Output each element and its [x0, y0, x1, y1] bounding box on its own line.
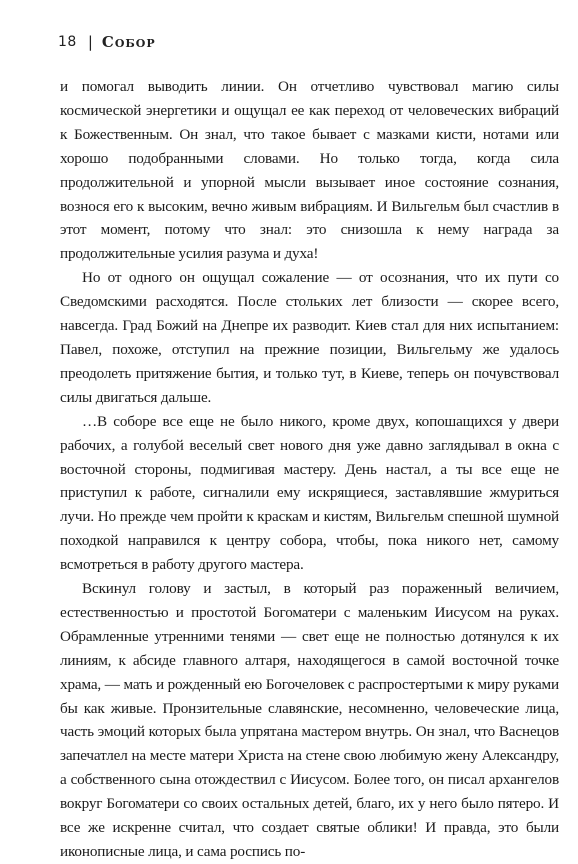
paragraph: Вскинул голову и застыл, в который раз пораженный величием, естественностью и простотой Богоматери с маленьким Иисусом на руках. Обрамленные утренними тенями — свет еще не полностью дотянулся к их линиям, к абсиде главного алтаря, находящегося в самой восточной точке храма, — мать и рожденный ею Богочеловек с распростертыми к миру руками бы как живые. Пронзительные славянские, несомненно, человеческие лица, часть эмоций которых была упрятана мастером внутрь. Он знал, что Васнецов запечатлел на месте матери Христа на стене свою любимую жену Александру, а собственного сына отождествил с Иисусом. Более того, он писал архангелов вокруг Богоматери со своих остальных детей, благо, их у него было пятеро. И все же искренне считал, что создает святые облики! И правда, это были иконописные лица, и сама роспись по-: [60, 580, 559, 860]
running-header: [58, 30, 156, 54]
body-text: [60, 75, 559, 864]
book-title: Собор: [101, 33, 156, 51]
page-number: 18: [58, 34, 77, 50]
paragraph: и помогал выводить линии. Он отчетливо чувствовал магию силы космической энергетики и ощущал ее как переход от человеческих вибраций к Божественным. Он знал, что такое бывает с мазками кисти, нотами или хорошо подобранными словами. Но только тогда, когда сила продолжительной и упорной мысли вызывает иное состояние сознания, вознося его к высоким, вечно живым вибрациям. И Вильгельм был счастлив в этот момент, потому что знал: это снизошла к нему награда за продолжительные усилия разума и духа!: [60, 78, 559, 263]
header-divider: |: [87, 33, 93, 51]
paragraph: …В соборе все еще не было никого, кроме двух, копошащихся у двери рабочих, а голубой веселый свет нового дня уже давно заглядывал в окна с восточной стороны, подмигивая мастеру. День настал, а ты все еще не приступил к работе, сигналили ему искрящиеся, заставлявшие жмуриться лучи. Но прежде чем пройти к краскам и кистям, Вильгельм спешной шумной походкой направился к центру собора, чтобы, пока никого нет, самому всмотреться в работу другого мастера.: [60, 412, 559, 574]
paragraph: Но от одного он ощущал сожаление — от осознания, что их пути со Сведомскими расходятся. После стольких лет близости — скорее всего, навсегда. Град Божий на Днепре их разводит. Киев стал для них испытанием: Павел, похоже, отступил на прежние позиции, Вильгельму же удалось преодолеть притяжение бытия, и только тут, в Киеве, теперь он почувствовал силы двигаться дальше.: [60, 269, 559, 406]
